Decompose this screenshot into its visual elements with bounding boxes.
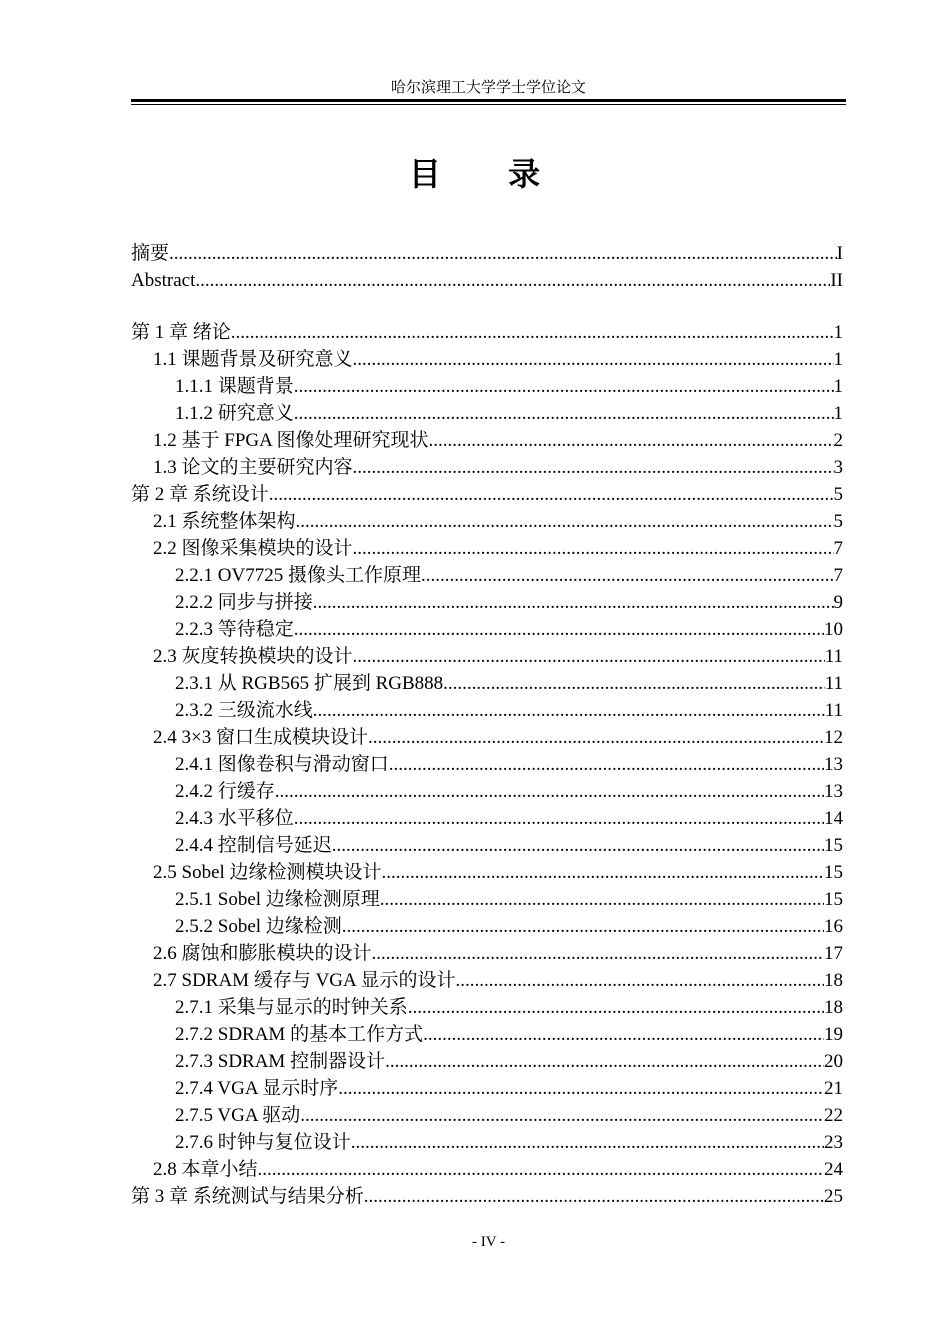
toc-entry[interactable] <box>131 346 843 373</box>
toc-entry-title: 2.7.6 时钟与复位设计 <box>175 1132 351 1153</box>
toc-entry-title: 2.2 图像采集模块的设计 <box>153 538 353 559</box>
toc-entry-title: 1.3 论文的主要研究内容 <box>153 457 353 478</box>
toc-leader-dots <box>353 535 834 562</box>
toc-entry[interactable] <box>131 1183 843 1210</box>
toc-leader-dots <box>443 670 825 697</box>
toc-entry[interactable] <box>131 778 843 805</box>
toc-leader-dots <box>382 859 824 886</box>
toc-entry-title: 2.2.2 同步与拼接 <box>175 592 313 613</box>
toc-entry[interactable] <box>131 319 843 346</box>
toc-leader-dots <box>389 751 824 778</box>
toc-entry-page: 1 <box>833 322 843 343</box>
toc-leader-dots <box>338 1075 824 1102</box>
toc-entry-page: 1 <box>833 349 843 370</box>
toc-entry-title: 2.4.1 图像卷积与滑动窗口 <box>175 754 389 775</box>
toc-entry-page: 7 <box>833 538 843 559</box>
toc-entry-title: 2.7.3 SDRAM 控制器设计 <box>175 1051 386 1072</box>
toc-entry-page: 5 <box>833 511 843 532</box>
toc-entry-page: 16 <box>824 916 843 937</box>
toc-entry-page: 11 <box>824 700 843 721</box>
toc-entry-page: II <box>830 270 843 291</box>
toc-entry-title: 2.2.3 等待稳定 <box>175 619 294 640</box>
toc-entry-page: 10 <box>824 619 843 640</box>
toc-entry-page: 17 <box>824 943 843 964</box>
toc-entry-title: 2.7.4 VGA 显示时序 <box>175 1078 339 1099</box>
toc-entry[interactable] <box>131 1156 843 1183</box>
toc-entry[interactable] <box>131 967 843 994</box>
running-header: 哈尔滨理工大学学士学位论文 <box>390 80 586 96</box>
toc-leader-dots <box>294 616 824 643</box>
toc-entry-page: 11 <box>824 673 843 694</box>
toc-entry-title: 2.4.4 控制信号延迟 <box>175 835 332 856</box>
toc-entry-title: 2.2.1 OV7725 摄像头工作原理 <box>175 565 421 586</box>
toc-entry-page: 15 <box>824 835 843 856</box>
toc-entry-page: 12 <box>824 727 843 748</box>
toc-entry[interactable] <box>131 913 843 940</box>
page-title: 目 录 <box>408 155 569 193</box>
toc-entry-title: 2.4.3 水平移位 <box>175 808 294 829</box>
toc-leader-dots <box>258 1156 824 1183</box>
toc-leader-dots <box>423 1021 824 1048</box>
toc-entry-title: 2.4.2 行缓存 <box>175 781 275 802</box>
toc-entry-title: 1.1.2 研究意义 <box>175 403 294 424</box>
toc-entry[interactable] <box>131 643 843 670</box>
toc-entry-title: 第 1 章 绪论 <box>131 322 231 343</box>
toc-entry-page: 13 <box>824 754 843 775</box>
toc-entry[interactable] <box>131 373 843 400</box>
toc-entry-page: 1 <box>833 403 843 424</box>
toc-leader-dots <box>385 1048 824 1075</box>
toc-leader-dots <box>372 940 824 967</box>
toc-leader-dots <box>353 454 834 481</box>
toc-entry-page: 22 <box>824 1105 843 1126</box>
toc-entry[interactable] <box>131 267 843 294</box>
toc-leader-dots <box>353 346 834 373</box>
toc-leader-dots <box>429 427 834 454</box>
toc-leader-dots <box>294 400 834 427</box>
toc-leader-dots <box>342 913 824 940</box>
toc-entry-page: 20 <box>824 1051 843 1072</box>
toc-entry[interactable] <box>131 805 843 832</box>
toc-entry-title: 2.7.1 采集与显示的时钟关系 <box>175 997 408 1018</box>
toc-entry-title: 第 2 章 系统设计 <box>131 484 269 505</box>
toc-entry[interactable] <box>131 724 843 751</box>
toc-leader-dots <box>313 589 834 616</box>
toc-entry-title: Abstract <box>131 270 196 291</box>
toc-entry-title: 1.1 课题背景及研究意义 <box>153 349 353 370</box>
toc-entry-page: 18 <box>824 970 843 991</box>
toc-entry-page: 25 <box>824 1186 843 1207</box>
header-rule-thin <box>131 104 846 105</box>
toc-entry[interactable] <box>131 562 843 589</box>
toc-entry[interactable] <box>131 1021 843 1048</box>
toc-leader-dots <box>408 994 824 1021</box>
toc-entry-title: 2.7 SDRAM 缓存与 VGA 显示的设计 <box>153 970 456 991</box>
toc-leader-dots <box>353 643 825 670</box>
toc-entry[interactable] <box>131 240 843 267</box>
toc-leader-dots <box>380 886 824 913</box>
toc-leader-dots <box>294 805 824 832</box>
toc-entry-page: 1 <box>833 376 843 397</box>
toc-entry-title: 摘要 <box>131 243 170 264</box>
toc-entry-title: 1.1.1 课题背景 <box>175 376 294 397</box>
toc-entry-page: 15 <box>824 862 843 883</box>
toc-entry[interactable] <box>131 481 843 508</box>
toc-leader-dots <box>296 508 834 535</box>
toc-leader-dots <box>169 240 837 267</box>
toc-entry-page: 3 <box>833 457 843 478</box>
toc-leader-dots <box>332 832 824 859</box>
toc-entry[interactable] <box>131 886 843 913</box>
toc-entry-title: 2.6 腐蚀和膨胀模块的设计 <box>153 943 372 964</box>
toc-entry[interactable] <box>131 535 843 562</box>
toc-entry-title: 2.3.2 三级流水线 <box>175 700 313 721</box>
toc-leader-dots <box>368 724 824 751</box>
toc-entry[interactable] <box>131 1048 843 1075</box>
toc-entry-title: 1.2 基于 FPGA 图像处理研究现状 <box>153 430 429 451</box>
toc-entry-page: 23 <box>824 1132 843 1153</box>
toc-entry[interactable] <box>131 616 843 643</box>
toc-leader-dots <box>421 562 834 589</box>
header-rule-thick <box>131 99 846 102</box>
toc-entry-page: 9 <box>833 592 843 613</box>
toc-leader-dots <box>275 778 824 805</box>
toc-leader-dots <box>294 373 834 400</box>
toc-entry[interactable] <box>131 1075 843 1102</box>
toc-entry-title: 第 3 章 系统测试与结果分析 <box>131 1186 364 1207</box>
toc-entry-title: 2.3.1 从 RGB565 扩展到 RGB888 <box>175 673 444 694</box>
toc-entry[interactable] <box>131 454 843 481</box>
toc-entry-page: 24 <box>824 1159 843 1180</box>
toc-entry-page: 19 <box>824 1024 843 1045</box>
toc-entry-title: 2.5.2 Sobel 边缘检测 <box>175 916 342 937</box>
page-number-footer: - IV - <box>471 1234 506 1250</box>
toc-entry[interactable] <box>131 832 843 859</box>
toc-entry[interactable] <box>131 427 843 454</box>
toc-entry-page: I <box>836 243 843 264</box>
toc-entry[interactable] <box>131 940 843 967</box>
toc-entry[interactable] <box>131 589 843 616</box>
toc-entry-title: 2.4 3×3 窗口生成模块设计 <box>153 727 368 748</box>
toc-leader-dots <box>195 267 830 294</box>
toc-leader-dots <box>351 1129 824 1156</box>
toc-entry-title: 2.7.2 SDRAM 的基本工作方式 <box>175 1024 424 1045</box>
toc-leader-dots <box>231 319 834 346</box>
toc-entry[interactable] <box>131 1102 843 1129</box>
toc-entry-page: 21 <box>824 1078 843 1099</box>
toc-entry-title: 2.7.5 VGA 驱动 <box>175 1105 301 1126</box>
table-of-contents <box>131 240 843 1210</box>
toc-entry-title: 2.8 本章小结 <box>153 1159 258 1180</box>
toc-entry[interactable] <box>131 697 843 724</box>
toc-entry-page: 2 <box>833 430 843 451</box>
toc-entry-title: 2.5.1 Sobel 边缘检测原理 <box>175 889 380 910</box>
toc-entry-title: 2.5 Sobel 边缘检测模块设计 <box>153 862 382 883</box>
toc-entry[interactable] <box>131 994 843 1021</box>
toc-entry-page: 14 <box>824 808 843 829</box>
toc-entry[interactable] <box>131 508 843 535</box>
toc-entry-title: 2.3 灰度转换模块的设计 <box>153 646 353 667</box>
toc-entry[interactable] <box>131 751 843 778</box>
toc-entry-title: 2.1 系统整体架构 <box>153 511 296 532</box>
toc-entry[interactable] <box>131 670 843 697</box>
toc-entry-page: 7 <box>833 565 843 586</box>
toc-entry[interactable] <box>131 859 843 886</box>
toc-leader-dots <box>269 481 834 508</box>
toc-entry-page: 15 <box>824 889 843 910</box>
toc-entry-page: 18 <box>824 997 843 1018</box>
toc-leader-dots <box>300 1102 824 1129</box>
toc-leader-dots <box>364 1183 824 1210</box>
toc-leader-dots <box>455 967 824 994</box>
toc-entry[interactable] <box>131 1129 843 1156</box>
toc-entry[interactable] <box>131 400 843 427</box>
toc-entry-page: 5 <box>833 484 843 505</box>
toc-leader-dots <box>313 697 825 724</box>
toc-entry-page: 11 <box>824 646 843 667</box>
toc-entry-page: 13 <box>824 781 843 802</box>
